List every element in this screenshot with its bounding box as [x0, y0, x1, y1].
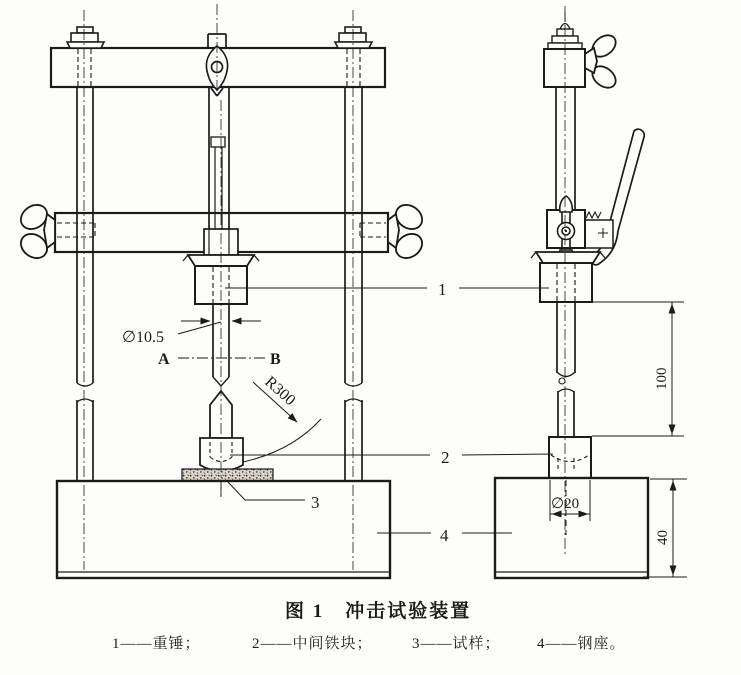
section-label-b: B — [270, 351, 281, 368]
guide-rod-side — [556, 87, 575, 210]
steel-base-front — [57, 481, 390, 578]
steel-base-side — [495, 478, 648, 578]
legend-item-2: 2——中间铁块； — [252, 636, 373, 652]
middle-iron-block-side — [549, 437, 591, 479]
dim-rod-diameter-label: ∅10.5 — [122, 329, 164, 346]
dim-drop-height-label: 100 — [654, 367, 670, 390]
striker-rod-side — [557, 302, 575, 437]
dim-block-diameter-label: ∅20 — [551, 496, 580, 512]
figure-caption: 图 1 冲击试验装置 — [285, 601, 472, 622]
top-wing-nut-icon — [585, 31, 620, 92]
part-number-1: 1 — [438, 280, 447, 299]
dimension-base-height — [643, 479, 687, 577]
legend-item-1: 1——重锤； — [112, 636, 201, 652]
left-wing-nut-icon — [16, 200, 55, 263]
front-view — [16, 27, 427, 578]
head-block-side — [544, 12, 585, 87]
legend-item-4: 4——钢座。 — [537, 636, 626, 652]
side-view — [495, 12, 648, 578]
dimension-rod-diameter — [178, 321, 261, 334]
part-number-3: 3 — [311, 493, 320, 512]
part-number-2: 2 — [441, 448, 450, 467]
part-number-4: 4 — [440, 526, 449, 545]
specimen-strip — [182, 469, 273, 481]
dim-base-height-label: 40 — [655, 530, 671, 545]
callout-part-2 — [230, 454, 553, 455]
legend-item-3: 3——试样； — [412, 636, 501, 652]
clamp-block-side — [547, 210, 613, 248]
drop-weight-side — [531, 252, 605, 302]
figure-legend — [112, 635, 626, 652]
right-wing-nut-icon — [388, 200, 427, 263]
dim-anvil-radius-label: R300 — [261, 373, 299, 410]
section-label-a: A — [158, 351, 170, 368]
